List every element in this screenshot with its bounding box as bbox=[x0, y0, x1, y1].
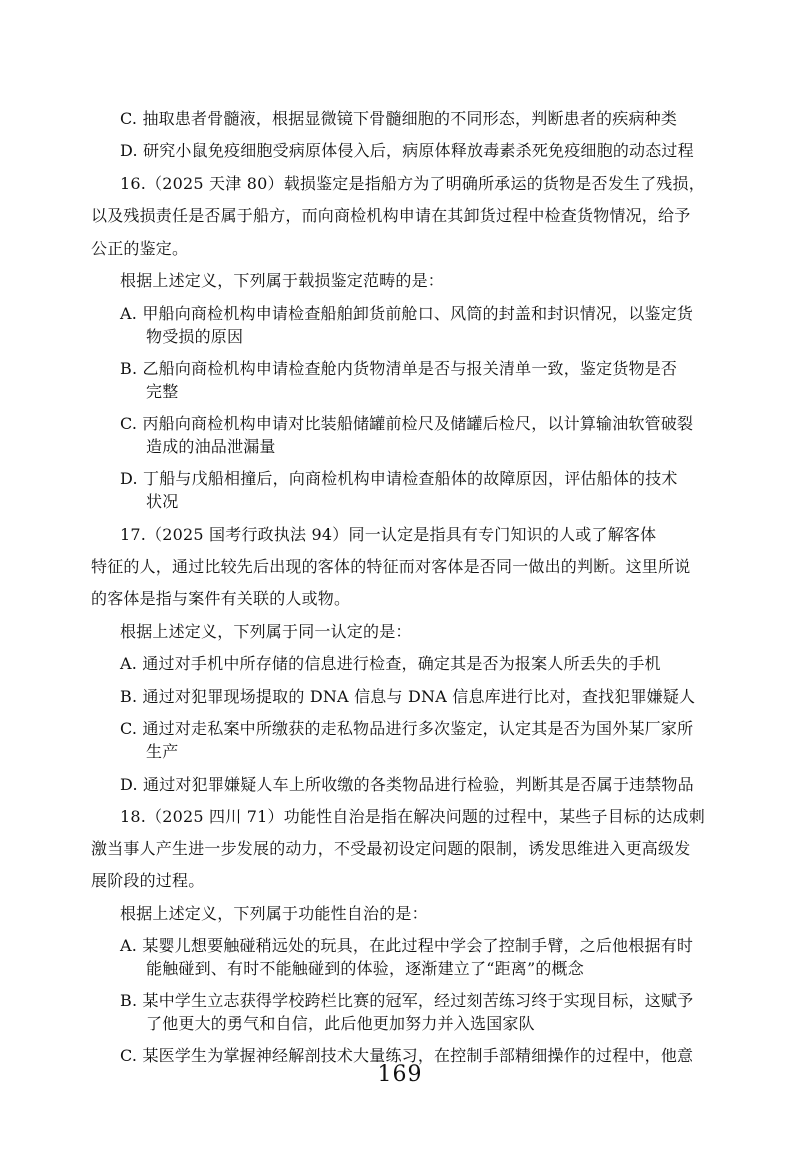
prompt-line: 根据上述定义，下列属于载损鉴定范畴的是： bbox=[120, 271, 445, 290]
option-c-line: C. 某医学生为掌握神经解剖技术大量练习，在控制手部精细操作的过程中，他意 bbox=[120, 1046, 694, 1065]
option-b-continuation: 了他更大的勇气和自信，此后他更加努力并入选国家队 bbox=[146, 1014, 535, 1033]
option-a-line: A. 某婴儿想要触碰稍远处的玩具，在此过程中学会了控制手臂，之后他根据有时 bbox=[120, 936, 694, 955]
option-a-line: A. 甲船向商检机构申请检查船舶卸货前舱口、风筒的封盖和封识情况，以鉴定货 bbox=[120, 304, 694, 323]
option-b-line: B. 乙船向商检机构申请检查舱内货物清单是否与报关清单一致，鉴定货物是否 bbox=[120, 359, 678, 378]
paragraph-line: 的客体是指与案件有关联的人或物。 bbox=[91, 589, 351, 608]
option-c-line: C. 丙船向商检机构申请对比装船储罐前检尺及储罐后检尺，以计算输油软管破裂 bbox=[120, 414, 694, 433]
paragraph-line: 特征的人，通过比较先后出现的客体的特征而对客体是否同一做出的判断。这里所说 bbox=[91, 557, 691, 576]
prompt-line: 根据上述定义，下列属于功能性自治的是： bbox=[120, 904, 428, 923]
question-17-line: 17.（2025 国考行政执法 94）同一认定是指具有专门知识的人或了解客体 bbox=[120, 525, 657, 544]
page-number: 169 bbox=[377, 1062, 423, 1087]
option-c-continuation: 造成的油品泄漏量 bbox=[146, 437, 276, 456]
paragraph-line: 激当事人产生进一步发展的动力，不受最初设定问题的限制，诱发思维进入更高级发 bbox=[91, 839, 691, 858]
option-a-continuation: 物受损的原因 bbox=[146, 327, 244, 346]
question-16-line: 16.（2025 天津 80）载损鉴定是指船方为了明确所承运的货物是否发生了残损， bbox=[120, 174, 705, 193]
option-c-line: C. 通过对走私案中所缴获的走私物品进行多次鉴定，认定其是否为国外某厂家所 bbox=[120, 719, 694, 738]
option-a-continuation: 能触碰到、有时不能触碰到的体验，逐渐建立了“距离”的概念 bbox=[146, 959, 584, 978]
option-b-line: B. 某中学生立志获得学校跨栏比赛的冠军，经过刻苦练习终于实现目标，这赋予 bbox=[120, 991, 694, 1010]
option-c-continuation: 生产 bbox=[146, 742, 179, 761]
option-d-line: D. 丁船与戊船相撞后，向商检机构申请检查船体的故障原因，评估船体的技术 bbox=[120, 469, 678, 488]
prompt-line: 根据上述定义，下列属于同一认定的是： bbox=[120, 622, 412, 641]
paragraph-line: 公正的鉴定。 bbox=[91, 239, 189, 258]
option-d-line: D. 通过对犯罪嫌疑人车上所收缴的各类物品进行检验，判断其是否属于违禁物品 bbox=[120, 775, 694, 794]
option-d-continuation: 状况 bbox=[146, 492, 179, 511]
option-line: C. 抽取患者骨髓液，根据显微镜下骨髓细胞的不同形态，判断患者的疾病种类 bbox=[120, 109, 678, 128]
paragraph-line: 以及残损责任是否属于船方，而向商检机构申请在其卸货过程中检查货物情况，给予 bbox=[91, 206, 691, 225]
option-line: D. 研究小鼠免疫细胞受病原体侵入后，病原体释放毒素杀死免疫细胞的动态过程 bbox=[120, 141, 694, 160]
paragraph-line: 展阶段的过程。 bbox=[91, 871, 205, 890]
option-b-line: B. 通过对犯罪现场提取的 DNA 信息与 DNA 信息库进行比对，查找犯罪嫌疑人 bbox=[120, 687, 696, 706]
question-18-line: 18.（2025 四川 71）功能性自治是指在解决问题的过程中，某些子目标的达成刺 bbox=[120, 807, 705, 826]
option-b-continuation: 完整 bbox=[146, 382, 179, 401]
option-a-line: A. 通过对手机中所存储的信息进行检查，确定其是否为报案人所丢失的手机 bbox=[120, 654, 661, 673]
